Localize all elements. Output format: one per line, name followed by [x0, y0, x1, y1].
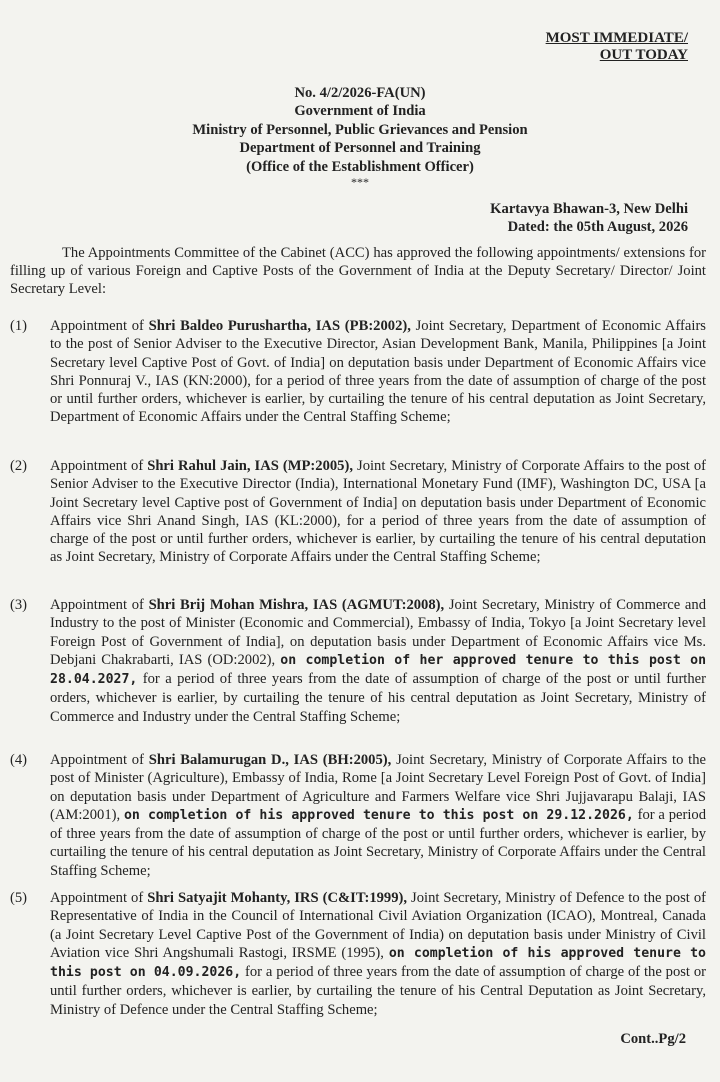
list-item	[10, 751, 706, 880]
list-item	[10, 317, 706, 428]
ministry-name: Ministry of Personnel, Public Grievances and Pension	[192, 121, 528, 138]
officer-name: Shri Brij Mohan Mishra, IAS (AGMUT:2008),	[148, 597, 445, 613]
continued-note: Cont..Pg/2	[620, 1031, 686, 1047]
tenure-clause: on completion of her approved tenure to this post on 28.04.2027,	[50, 652, 707, 688]
priority-line-2: OUT TODAY	[599, 47, 688, 63]
item-number: (2)	[10, 458, 28, 474]
place: Kartavya Bhawan-3, New Delhi	[490, 201, 688, 217]
government-name: Government of India	[294, 103, 426, 120]
place-date-block	[490, 200, 688, 237]
tenure-clause: on completion of his approved tenure to this post on 04.09.2026,	[50, 945, 706, 981]
item-text: Appointment of Shri Brij Mohan Mishra, IAS (AGMUT:2008), Joint Secretary, Ministry of Commerce and Industry to the post of Minister (Economic and Commercial), Embassy of India, Tokyo [a Joint Secretary level Foreign Post of Government of India], on deputation basis under Department of Economic Affairs vice Ms. Debjani Chakrabarti, IAS (OD:2002), on completion of her approved tenure to this post on 28.04.2027, for a period of three years from the date of assumption of charge of the post or until further orders, whichever is earlier, by curtailing the tenure of his central deputation as Joint Secretary, Ministry of Commerce and Industry under the Central Staffing Scheme;	[50, 597, 707, 725]
priority-marking	[546, 30, 688, 64]
office-name: (Office of the Establishment Officer)	[246, 158, 474, 175]
item-number: (5)	[10, 890, 28, 906]
list-item	[10, 889, 706, 1019]
list-item	[10, 596, 706, 726]
item-number: (4)	[10, 752, 28, 768]
item-number: (3)	[10, 597, 28, 613]
intro-paragraph: The Appointments Committee of the Cabinet (ACC) has approved the following appointments/ extensions for filling up of various Foreign and Captive Posts of the Government of India at the Deputy Secretary/ Director/ Joint Secretary Level:	[10, 245, 706, 298]
officer-name: Shri Rahul Jain, IAS (MP:2005),	[147, 458, 353, 474]
officer-name: Shri Baldeo Purushartha, IAS (PB:2002),	[148, 318, 411, 334]
item-text: Appointment of Shri Satyajit Mohanty, IRS (C&IT:1999), Joint Secretary, Ministry of Defence to the post of Representative of India in the Council of International Civil Aviation Organization (ICAO), Montreal, Canada (a Joint Secretary Level Captive Post of the Government of India) on deputation basis under Ministry of Civil Aviation vice Shri Angshumali Rastogi, IRSME (1995), on completion of his approved tenure to this post on 04.09.2026, for a period of three years from the date of assumption of charge of the post or until further orders, whichever is earlier, by curtailing the tenure of his Central Deputation as Joint Secretary, Ministry of Defence under the Central Staffing Scheme;	[50, 890, 706, 1018]
date: Dated: the 05th August, 2026	[507, 219, 688, 236]
officer-name: Shri Satyajit Mohanty, IRS (C&IT:1999),	[147, 890, 408, 906]
list-item	[10, 457, 706, 568]
item-text: Appointment of Shri Balamurugan D., IAS (BH:2005), Joint Secretary, Ministry of Corporate Affairs to the post of Minister (Agriculture), Embassy of India, Rome [a Joint Secretary Level Foreign Post of Govt. of India] on deputation basis under Department of Agriculture and Farmers Welfare vice Shri Jujjavarapu Balaji, IAS (AM:2001), on completion of his approved tenure to this post on 29.12.2026, for a period of three years from the date of assumption of charge of the post or until further orders, whichever is earlier, by curtailing the tenure of his central deputation as Joint Secretary, Ministry of Corporate Affairs under the Central Staffing Scheme;	[50, 752, 706, 879]
item-text: Appointment of Shri Rahul Jain, IAS (MP:2005), Joint Secretary, Ministry of Corporate Affairs to the post of Senior Adviser to the Executive Director (India), International Monetary Fund (IMF), Washington DC, USA [a Joint Secretary level Captive post of Government of India] on deputation basis under Department of Economic Affairs vice Shri Anand Singh, IAS (KL:2000), for a period of three years from the date of assumption of charge of the post or until further orders, whichever is earlier, by curtailing the tenure of his central deputation as Joint Secretary, Ministry of Corporate Affairs under the Central Staffing Scheme;	[50, 458, 706, 566]
tenure-clause: on completion of his approved tenure to this post on 29.12.2026,	[123, 807, 634, 823]
officer-name: Shri Balamurugan D., IAS (BH:2005),	[148, 752, 392, 768]
file-number: No. 4/2/2026-FA(UN)	[294, 85, 426, 101]
priority-line-1: MOST IMMEDIATE/	[545, 30, 688, 46]
item-text: Appointment of Shri Baldeo Purushartha, IAS (PB:2002), Joint Secretary, Department of Economic Affairs to the post of Senior Adviser to the Executive Director, Asian Development Bank, Manila, Philippines [a Joint Secretary level Captive Post of Govt. of India] on deputation basis under Department of Economic Affairs vice Shri Ponnuraj V., IAS (KN:2000), for a period of three years from the date of assumption of charge of the post or until further orders, whichever is earlier, by curtailing the tenure of his central deputation as Joint Secretary, Department of Economic Affairs under the Central Staffing Scheme;	[50, 318, 706, 426]
letterhead	[0, 84, 720, 188]
department-name: Department of Personnel and Training	[239, 140, 481, 157]
separator: ***	[351, 175, 369, 190]
item-number: (1)	[10, 318, 28, 334]
